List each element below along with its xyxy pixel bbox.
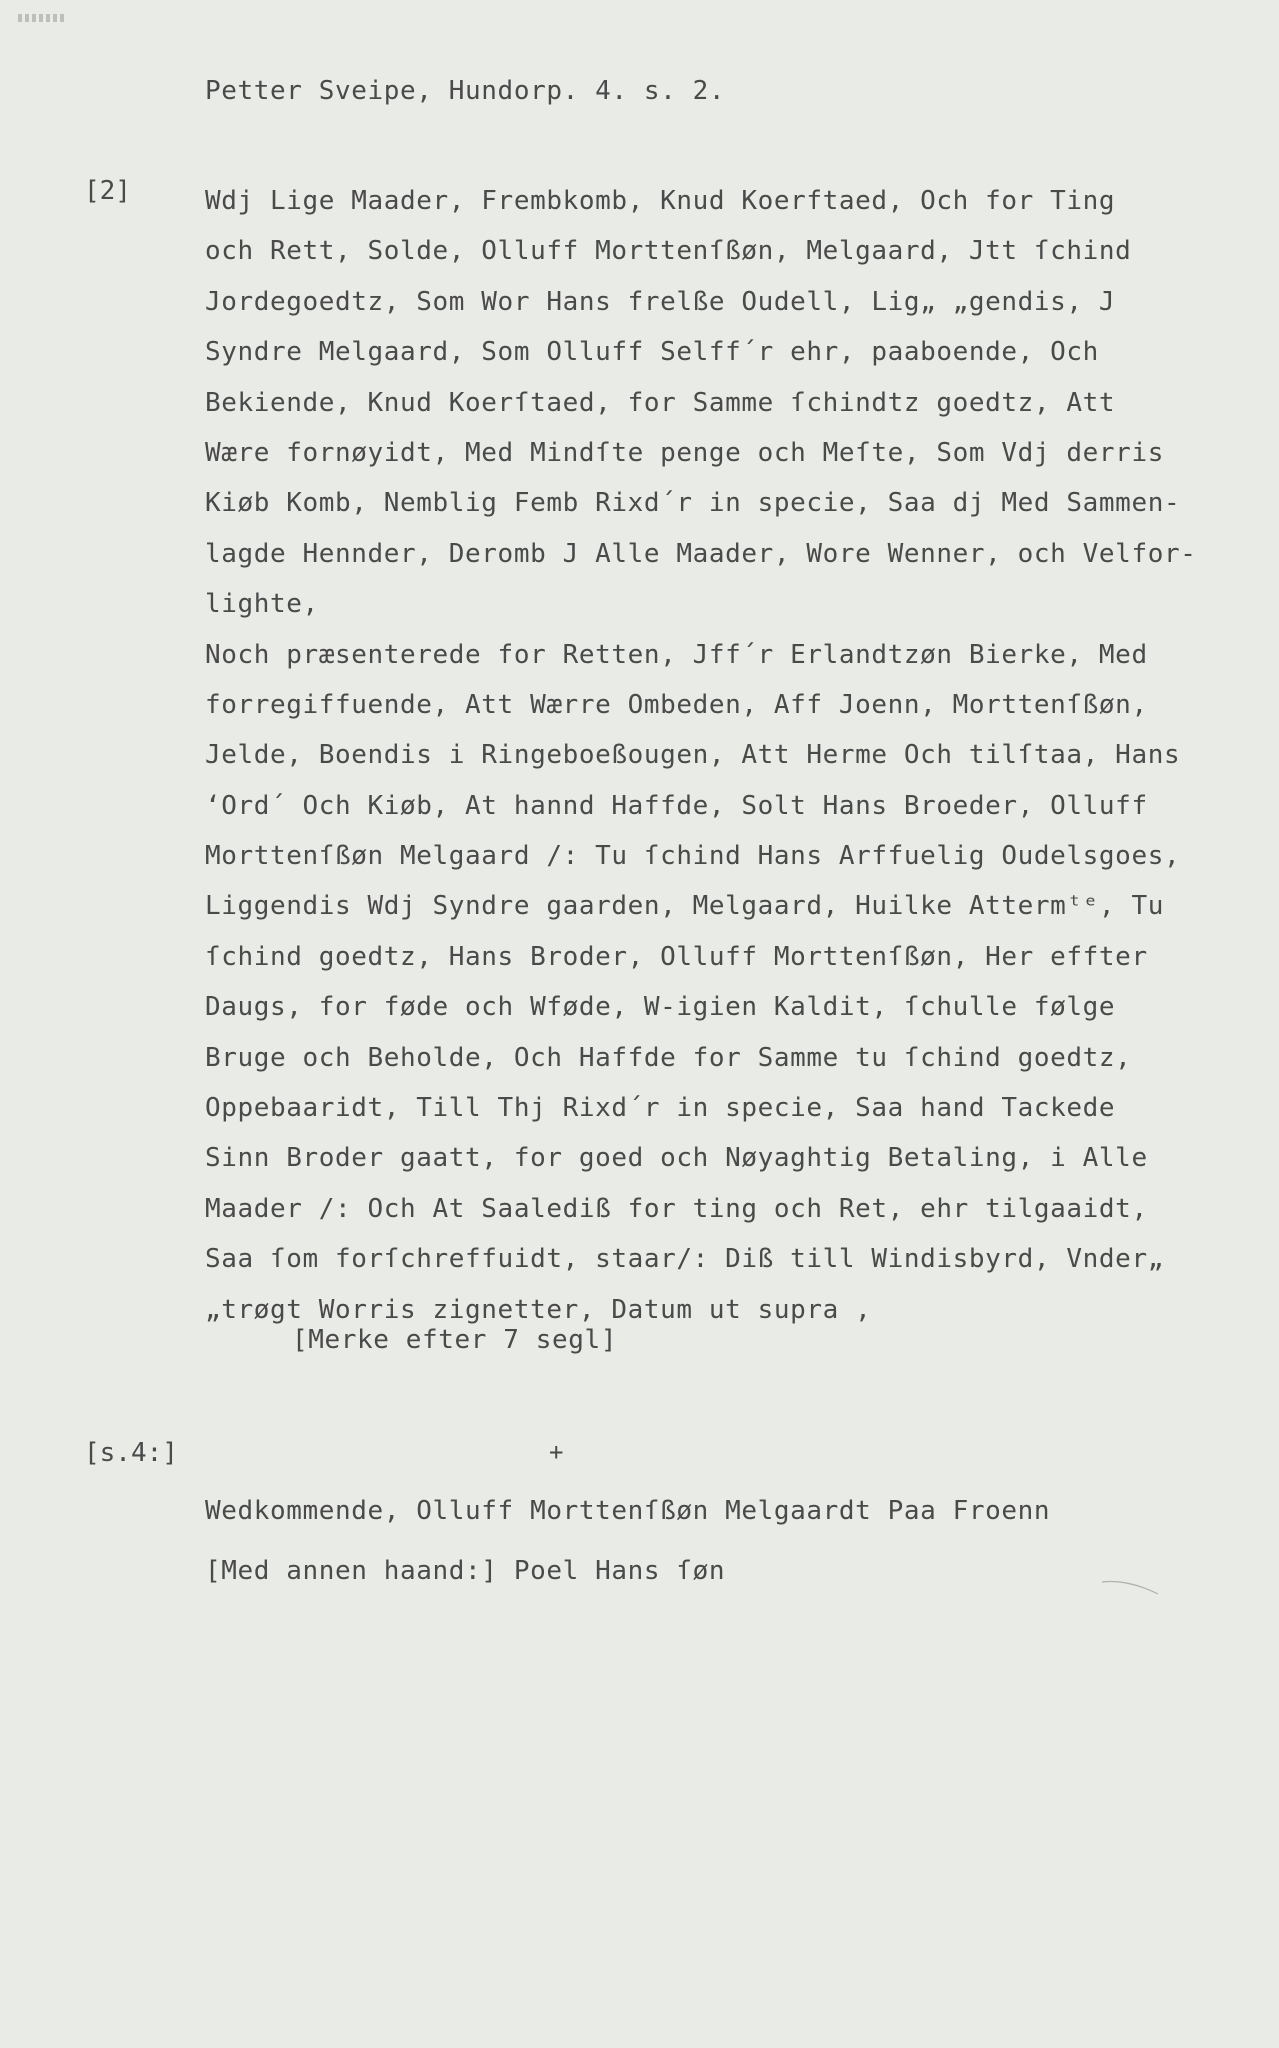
text-line: „trøgt Worris zignetter, Datum ut supra , xyxy=(205,1294,872,1325)
text-line: Syndre Melgaard, Som Olluff Selff´r ehr, paaboende, Och xyxy=(205,337,1099,368)
text-line: Liggendis Wdj Syndre gaarden, Melgaard, Huilke Attermᵗᵉ, Tu xyxy=(205,891,1164,922)
endorsement-line: Wedkommende, Olluff Morttenſßøn Melgaardt Paa Froenn xyxy=(205,1496,1051,1526)
text-line: forregiffuende, Att Wærre Ombeden, Aff Joenn, Morttenſßøn, xyxy=(205,689,1148,720)
text-line: Oppebaaridt, Till Thj Rixd´r in specie, Saa hand Tackede xyxy=(205,1093,1116,1124)
text-line: ſchind goedtz, Hans Broder, Olluff Morttenſßøn, Her effter xyxy=(205,941,1148,972)
text-line: Wdj Lige Maader, Frembkomb, Knud Koerftaed, Och for Ting xyxy=(205,186,1116,216)
stray-pen-mark xyxy=(1100,1578,1160,1596)
text-line: Saa ſom forſchreffuidt, staar/: Diß till Windisbyrd, Vnder„ xyxy=(205,1244,1164,1275)
section-marker-s4: [s.4:] xyxy=(84,1438,178,1468)
corner-smudge xyxy=(18,14,64,22)
text-line: Kiøb Komb, Nemblig Femb Rixd´r in specie, Saa dj Med Sammen- xyxy=(205,488,1181,519)
text-line: Jordegoedtz, Som Wor Hans frelße Oudell, Lig„ „gendis, J xyxy=(205,286,1116,317)
text-line: Wære fornøyidt, Med Mindſte penge och Meſte, Som Vdj derris xyxy=(205,437,1164,468)
section-marker-2: [2] xyxy=(84,176,131,206)
document-body xyxy=(205,176,1196,1335)
text-line: Morttenſßøn Melgaard /: Tu ſchind Hans Arffuelig Oudelsgoes, xyxy=(205,841,1181,872)
other-hand-note: [Med annen haand:] Poel Hans ſøn xyxy=(205,1556,726,1586)
text-line: ‘Ord´ Och Kiøb, At hannd Haffde, Solt Hans Broeder, Olluff xyxy=(205,790,1148,821)
text-line: Maader /: Och At Saalediß for ting och Ret, ehr tilgaaidt, xyxy=(205,1193,1148,1224)
text-line: Jelde, Boendis i Ringeboeßougen, Att Herme Och tilſtaa, Hans xyxy=(205,740,1181,771)
seal-note: [Merke efter 7 segl] xyxy=(292,1325,618,1355)
text-line: Daugs, for føde och Wføde, W‐igien Kaldit, ſchulle følge xyxy=(205,992,1116,1023)
cross-mark: + xyxy=(549,1438,564,1466)
text-line: lighte, xyxy=(205,589,319,620)
document-header: Petter Sveipe, Hundorp. 4. s. 2. xyxy=(205,76,726,106)
text-line: och Rett, Solde, Olluff Morttenſßøn, Melgaard, Jtt ſchind xyxy=(205,236,1132,267)
text-line: Bekiende, Knud Koerſtaed, for Samme ſchindtz goedtz, Att xyxy=(205,387,1116,418)
text-line: lagde Hennder, Deromb J Alle Maader, Wore Wenner, och Velfor- xyxy=(205,538,1197,569)
text-line: Bruge och Beholde, Och Haffde for Samme tu ſchind goedtz, xyxy=(205,1042,1132,1073)
text-line: Sinn Broder gaatt, for goed och Nøyaghtig Betaling, i Alle xyxy=(205,1143,1148,1174)
text-line: Noch præsenterede for Retten, Jff´r Erlandtzøn Bierke, Med xyxy=(205,639,1148,670)
